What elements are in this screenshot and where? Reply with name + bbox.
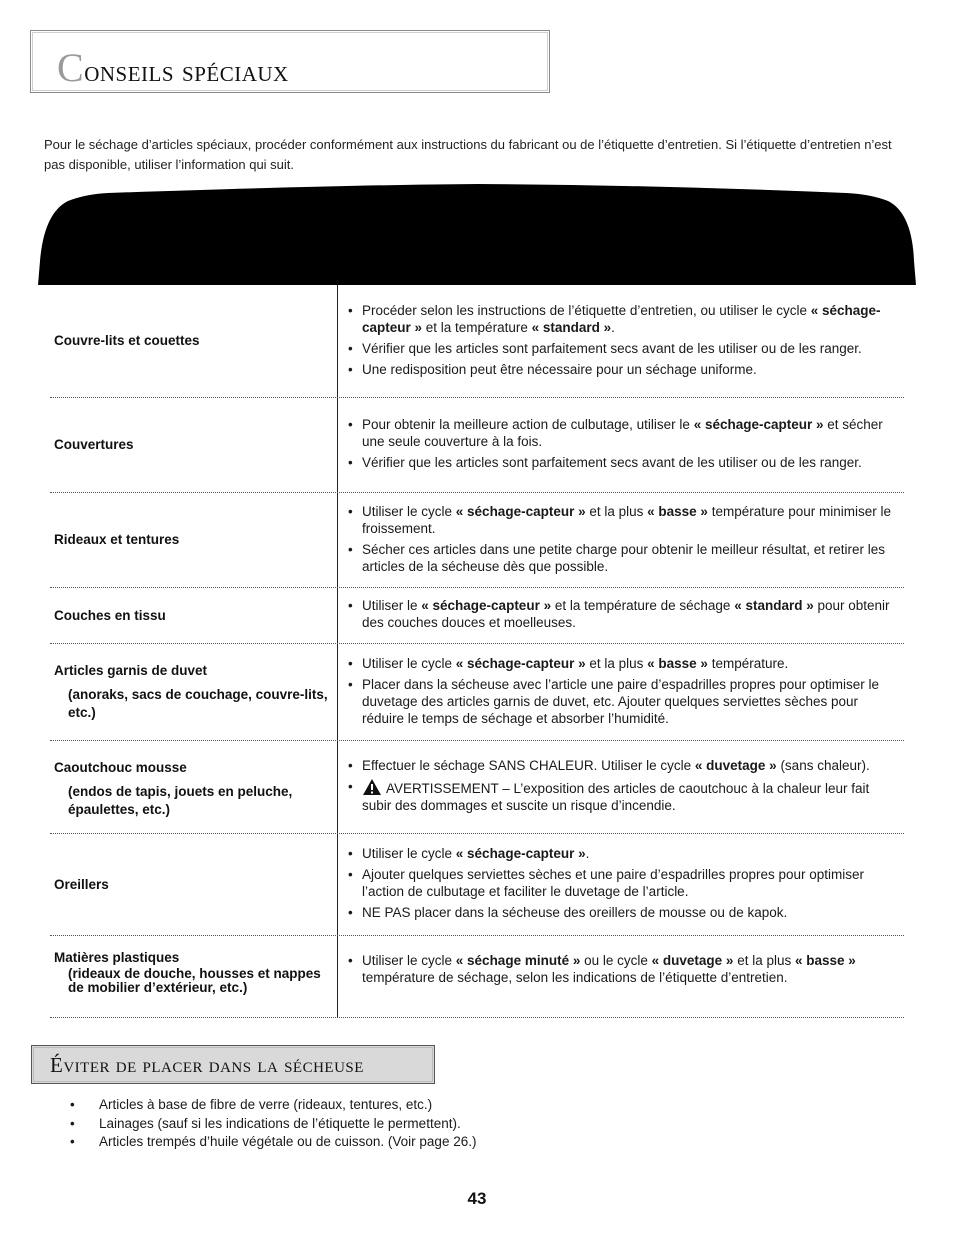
tip-item [348, 541, 898, 575]
table-row [50, 936, 904, 1018]
tip-keyword: « standard » [734, 598, 814, 613]
table-row [50, 588, 904, 644]
section-avoid-title-rest: viter de placer dans la sécheuse [63, 1053, 364, 1077]
tip-keyword: « standard » [531, 319, 612, 335]
table-row [50, 644, 904, 741]
item-name: Rideaux et tentures [54, 532, 180, 547]
tip-text: et sécher une seule couverture à la fois. [362, 417, 883, 449]
intro-paragraph: Pour le séchage d’articles spéciaux, procéder conformément aux instructions du fabricant ou de l’étiquette d’entretien. Si l’étiquette d’entretien n’est pas disponible, utiliser l’information qui suit. [44, 137, 892, 172]
banner-shape [38, 184, 916, 285]
item-cell [50, 493, 338, 587]
item-subtitle: (endos de tapis, jouets en peluche, épaulettes, etc.) [68, 784, 293, 817]
tip-item [348, 503, 898, 537]
warning-icon [362, 778, 382, 796]
section-avoid-box [31, 1045, 435, 1084]
tip-text: AVERTISSEMENT – L’exposition des articles de caoutchouc à la chaleur leur fait subir des dommages et suscite un risque d’incendie. [362, 781, 870, 813]
tip-text: Une redisposition peut être nécessaire pour un séchage uniforme. [362, 361, 757, 377]
tip-text: Utiliser le [362, 598, 422, 613]
tip-text: Utiliser le cycle [362, 846, 456, 861]
tips-table [50, 285, 904, 1018]
tip-text: ou le cycle [580, 953, 652, 968]
table-row [50, 493, 904, 588]
tips-list [348, 300, 898, 382]
tip-text: et la plus [733, 953, 795, 968]
tips-list [348, 501, 898, 579]
tips-cell [338, 834, 904, 935]
tip-text: Utiliser le cycle [362, 655, 456, 671]
item-name: Caoutchouc mousse [54, 760, 187, 775]
tip-text: Vérifier que les articles sont parfaitement secs avant de les utiliser ou de les ranger. [362, 455, 862, 470]
item-name: Matières plastiques [54, 950, 180, 965]
tip-item [348, 676, 898, 727]
tip-keyword: « séchage-capteur » [455, 655, 586, 671]
tip-item [348, 340, 898, 357]
tips-list [348, 595, 898, 635]
avoid-item: • Articles à base de fibre de verre (rideaux, tentures, etc.) [70, 1096, 476, 1115]
item-cell [50, 741, 338, 833]
tip-keyword: « séchage-capteur » [693, 417, 824, 432]
tip-text: Effectuer le séchage SANS CHALEUR. Utiliser le cycle [362, 758, 695, 773]
tip-text: Sécher ces articles dans une petite charge pour obtenir le meilleur résultat, et retirer les articles de la sécheuse dès que possible. [362, 541, 886, 574]
tip-text: et la plus [585, 503, 648, 519]
section-avoid-title-initial: É [50, 1053, 64, 1077]
section-avoid-title [50, 1053, 364, 1078]
tip-keyword: « duvetage » [694, 758, 777, 773]
table-row [50, 285, 904, 398]
tip-keyword: « séchage-capteur » [362, 302, 881, 335]
tip-text: NE PAS placer dans la sécheuse des oreillers de mousse ou de kapok. [362, 905, 788, 920]
tips-list [348, 950, 898, 990]
tip-text: . [585, 846, 590, 861]
table-header-banner [38, 183, 916, 285]
tip-text: . [611, 319, 615, 335]
tip-text: température de séchage, selon les indications de l’étiquette d’entretien. [362, 970, 788, 985]
item-name: Articles garnis de duvet [54, 663, 208, 678]
tip-text: et la plus [585, 655, 648, 671]
table-row [50, 398, 904, 493]
tip-keyword: « séchage minuté » [455, 953, 581, 968]
tip-item [348, 416, 898, 450]
tip-text: Pour obtenir la meilleure action de culbutage, utiliser le [362, 417, 694, 432]
tip-item [348, 655, 898, 672]
tip-text: Ajouter quelques serviettes sèches et une paire d’espadrilles propres pour optimiser l’action de culbutage et faciliter le duvetage de l’article. [362, 867, 865, 899]
page-number: 43 [467, 1189, 487, 1208]
page-title [57, 44, 289, 91]
tip-item [348, 597, 898, 631]
table-row [50, 741, 904, 834]
tip-item [348, 454, 898, 471]
title-box [30, 30, 550, 93]
tip-item [348, 845, 898, 862]
page-title-initial: C [57, 45, 85, 90]
item-name: Couvre-lits et couettes [54, 333, 200, 348]
page-title-rest: onseils spéciaux [84, 55, 289, 88]
tip-keyword: « séchage-capteur » [455, 846, 586, 861]
tip-item [348, 904, 898, 921]
tips-cell [338, 741, 904, 833]
tip-text: (sans chaleur). [776, 758, 870, 773]
tip-keyword: « basse » [647, 655, 708, 671]
tips-list [348, 755, 898, 818]
tip-keyword: « séchage-capteur » [455, 503, 586, 519]
tips-cell [338, 285, 904, 397]
tip-item [348, 778, 898, 814]
tip-text: température pour minimiser le froissement. [362, 503, 892, 536]
tip-item [348, 361, 898, 378]
item-cell [50, 834, 338, 935]
tip-keyword: « basse » [794, 953, 856, 968]
item-cell [50, 588, 338, 643]
avoid-list [70, 1096, 476, 1152]
item-cell [50, 936, 338, 1017]
item-cell [50, 644, 338, 740]
tip-text: Placer dans la sécheuse avec l’article une paire d’espadrilles propres pour optimiser le duvetage des articles garnis de duvet, etc. Ajouter quelques serviettes sèches pour réduire le temps de séchage et absorber l’humidité. [362, 676, 880, 726]
avoid-item: • Lainages (sauf si les indications de l’étiquette le permettent). [70, 1115, 476, 1134]
tips-cell [338, 398, 904, 492]
tips-list [348, 653, 898, 731]
tip-keyword: « duvetage » [651, 953, 734, 968]
item-cell [50, 398, 338, 492]
tip-text: Utiliser le cycle [362, 503, 456, 519]
tip-text: Procéder selon les instructions de l’étiquette d’entretien, ou utiliser le cycle [362, 302, 811, 318]
avoid-item: • Articles trempés d’huile végétale ou de cuisson. (Voir page 26.) [70, 1133, 476, 1152]
tips-cell [338, 588, 904, 643]
tips-list [348, 843, 898, 925]
tip-text: pour obtenir des couches douces et moelleuses. [362, 598, 890, 630]
tips-list [348, 414, 898, 475]
tip-text: Utiliser le cycle [362, 953, 456, 968]
tips-cell [338, 644, 904, 740]
tip-keyword: « séchage-capteur » [421, 598, 552, 613]
item-name: Oreillers [54, 876, 109, 892]
tip-item [348, 866, 898, 900]
tips-cell [338, 493, 904, 587]
item-cell [50, 285, 338, 397]
tips-cell [338, 936, 904, 1017]
item-name: Couches en tissu [54, 607, 166, 623]
item-subtitle: (anoraks, sacs de couchage, couvre-lits, etc.) [68, 687, 328, 720]
tip-text: Vérifier que les articles sont parfaitement secs avant de les utiliser ou de les ranger. [362, 340, 862, 356]
item-name: Couvertures [54, 437, 134, 452]
tip-text: et la température [422, 319, 532, 335]
item-subtitle: (rideaux de douche, housses et nappes de mobilier d’extérieur, etc.) [68, 966, 321, 995]
tip-item [348, 757, 898, 774]
tip-keyword: « basse » [647, 503, 708, 519]
tip-item [348, 952, 898, 986]
table-row [50, 834, 904, 936]
tip-item [348, 302, 898, 336]
tip-text: et la température de séchage [551, 598, 735, 613]
tip-text: température. [707, 655, 789, 671]
